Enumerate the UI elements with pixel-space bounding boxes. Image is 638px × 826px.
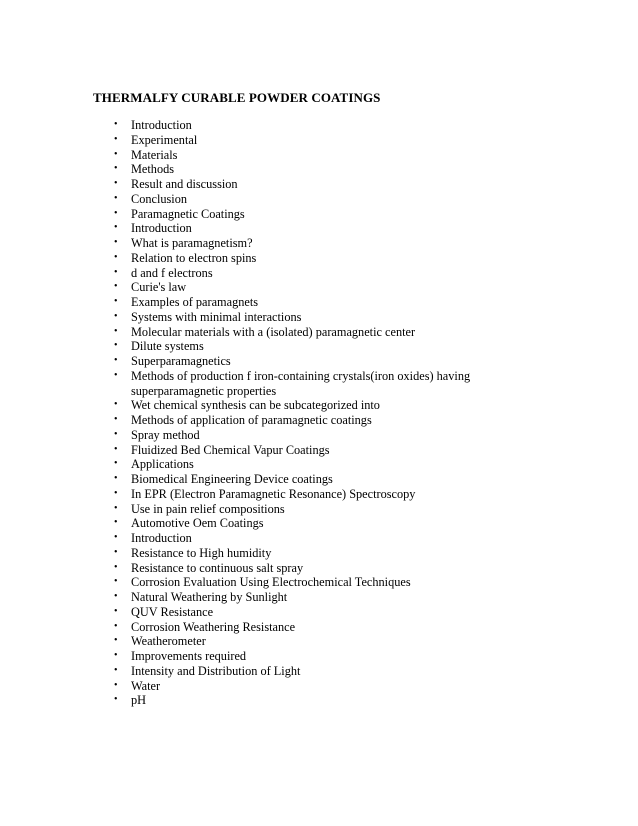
bullet-icon: • bbox=[114, 399, 118, 411]
list-item-text: Experimental bbox=[131, 132, 198, 147]
bulleted-list bbox=[0, 118, 638, 708]
list-item bbox=[0, 266, 638, 281]
bullet-icon: • bbox=[114, 679, 118, 691]
bullet-icon: • bbox=[114, 414, 118, 425]
list-item bbox=[0, 620, 638, 635]
list-item bbox=[0, 118, 638, 133]
list-item-text: Paramagnetic Coatings bbox=[131, 206, 245, 221]
list-item-text: Methods bbox=[131, 162, 175, 177]
list-item bbox=[0, 472, 638, 487]
bullet-icon: • bbox=[114, 192, 118, 204]
list-item bbox=[0, 310, 638, 325]
list-item-text: Automotive Oem Coatings bbox=[131, 516, 264, 531]
list-item-text: Fluidized Bed Chemical Vapur Coatings bbox=[131, 442, 330, 457]
list-item-text: Applications bbox=[131, 457, 194, 472]
list-item-text: Curie's law bbox=[131, 280, 187, 295]
bullet-icon: • bbox=[114, 133, 118, 145]
list-item bbox=[0, 561, 638, 576]
list-item-text: Methods of application of paramagnetic coatings bbox=[131, 413, 372, 427]
bullet-icon: • bbox=[114, 178, 118, 189]
bullet-icon: • bbox=[114, 266, 118, 278]
list-item-text: Natural Weathering by Sunlight bbox=[131, 590, 288, 604]
list-item bbox=[0, 443, 638, 458]
list-item-text: Spray method bbox=[131, 427, 200, 442]
bullet-icon: • bbox=[114, 148, 118, 160]
list-item-text: Corrosion Weathering Resistance bbox=[131, 619, 296, 634]
list-item-text: Corrosion Evaluation Using Electrochemical Techniques bbox=[131, 575, 411, 590]
list-item-text: Examples of paramagnets bbox=[131, 295, 259, 309]
bullet-icon: • bbox=[114, 355, 118, 366]
bullet-icon: • bbox=[114, 119, 118, 130]
bullet-icon: • bbox=[114, 340, 118, 352]
list-item bbox=[0, 295, 638, 310]
list-item bbox=[0, 693, 638, 708]
bullet-icon: • bbox=[114, 237, 118, 248]
list-item bbox=[0, 148, 638, 163]
list-item-text: Weatherometer bbox=[131, 634, 206, 649]
list-item bbox=[0, 428, 638, 443]
bullet-icon: • bbox=[114, 163, 118, 175]
list-item bbox=[0, 457, 638, 472]
bullet-icon: • bbox=[114, 650, 118, 661]
bullet-icon: • bbox=[114, 310, 118, 322]
bullet-icon: • bbox=[114, 443, 118, 455]
list-item-text: Resistance to High humidity bbox=[131, 545, 272, 560]
list-item bbox=[0, 369, 638, 399]
bullet-icon: • bbox=[114, 222, 118, 234]
list-item-text: pH bbox=[131, 693, 147, 708]
list-item-text: Molecular materials with a (isolated) paramagnetic center bbox=[131, 324, 416, 339]
document-title: THERMALFY CURABLE POWDER COATINGS bbox=[93, 90, 381, 105]
list-item bbox=[0, 221, 638, 236]
list-item bbox=[0, 177, 638, 192]
bullet-icon: • bbox=[114, 473, 118, 484]
list-item-text: Conclusion bbox=[131, 191, 188, 206]
list-item-text: Materials bbox=[131, 147, 178, 162]
bullet-icon: • bbox=[114, 251, 118, 263]
bullet-icon: • bbox=[114, 517, 118, 529]
bullet-icon: • bbox=[114, 664, 118, 676]
list-item-text: QUV Resistance bbox=[131, 604, 214, 619]
bullet-icon: • bbox=[114, 694, 118, 706]
list-item bbox=[0, 679, 638, 694]
bullet-icon: • bbox=[114, 487, 118, 499]
list-item-text: What is paramagnetism? bbox=[131, 236, 253, 250]
list-item bbox=[0, 590, 638, 605]
list-item bbox=[0, 398, 638, 413]
bullet-icon: • bbox=[114, 591, 118, 602]
list-item bbox=[0, 502, 638, 517]
list-item-text: Wet chemical synthesis can be subcategorized into bbox=[131, 398, 380, 413]
list-item bbox=[0, 207, 638, 222]
list-item bbox=[0, 487, 638, 502]
list-item-text: Superparamagnetics bbox=[131, 354, 231, 368]
list-item bbox=[0, 531, 638, 546]
bullet-icon: • bbox=[114, 561, 118, 573]
bullet-icon: • bbox=[114, 281, 118, 293]
list-item-text: d and f electrons bbox=[131, 265, 213, 280]
list-item-text: Methods of production f iron-containing crystals(iron oxides) having superparamagnetic properties bbox=[131, 368, 471, 398]
list-item-text: Introduction bbox=[131, 531, 192, 545]
list-item bbox=[0, 236, 638, 251]
bullet-icon: • bbox=[114, 369, 118, 381]
list-item bbox=[0, 251, 638, 266]
list-item-text: Biomedical Engineering Device coatings bbox=[131, 472, 333, 486]
list-item bbox=[0, 605, 638, 620]
list-item-text: Improvements required bbox=[131, 649, 247, 663]
list-item bbox=[0, 162, 638, 177]
bullet-icon: • bbox=[114, 458, 118, 470]
list-item-text: Result and discussion bbox=[131, 177, 238, 191]
bullet-icon: • bbox=[114, 502, 118, 514]
bullet-icon: • bbox=[114, 576, 118, 588]
list-item bbox=[0, 325, 638, 340]
bullet-icon: • bbox=[114, 605, 118, 617]
list-item bbox=[0, 280, 638, 295]
list-item bbox=[0, 192, 638, 207]
list-item-text: Relation to electron spins bbox=[131, 250, 257, 265]
list-item-text: Introduction bbox=[131, 118, 192, 132]
bullet-icon: • bbox=[114, 325, 118, 337]
bullet-icon: • bbox=[114, 532, 118, 543]
bullet-icon: • bbox=[114, 620, 118, 632]
list-item-text: Systems with minimal interactions bbox=[131, 309, 302, 324]
bullet-icon: • bbox=[114, 428, 118, 440]
list-item-text: In EPR (Electron Paramagnetic Resonance) Spectroscopy bbox=[131, 486, 416, 501]
list-item-text: Intensity and Distribution of Light bbox=[131, 663, 301, 678]
bullet-icon: • bbox=[114, 296, 118, 307]
list-item bbox=[0, 575, 638, 590]
list-item-text: Water bbox=[131, 678, 161, 693]
bullet-icon: • bbox=[114, 635, 118, 647]
bullet-icon: • bbox=[114, 207, 118, 219]
list-item bbox=[0, 516, 638, 531]
list-item bbox=[0, 649, 638, 664]
list-item bbox=[0, 133, 638, 148]
list-item bbox=[0, 354, 638, 369]
list-item bbox=[0, 664, 638, 679]
list-item-text: Dilute systems bbox=[131, 339, 204, 354]
list-item bbox=[0, 634, 638, 649]
list-item bbox=[0, 546, 638, 561]
list-item bbox=[0, 339, 638, 354]
list-item-text: Resistance to continuous salt spray bbox=[131, 560, 304, 575]
list-item-text: Introduction bbox=[131, 221, 192, 236]
bullet-icon: • bbox=[114, 546, 118, 558]
list-item-text: Use in pain relief compositions bbox=[131, 501, 285, 516]
list-item bbox=[0, 413, 638, 428]
